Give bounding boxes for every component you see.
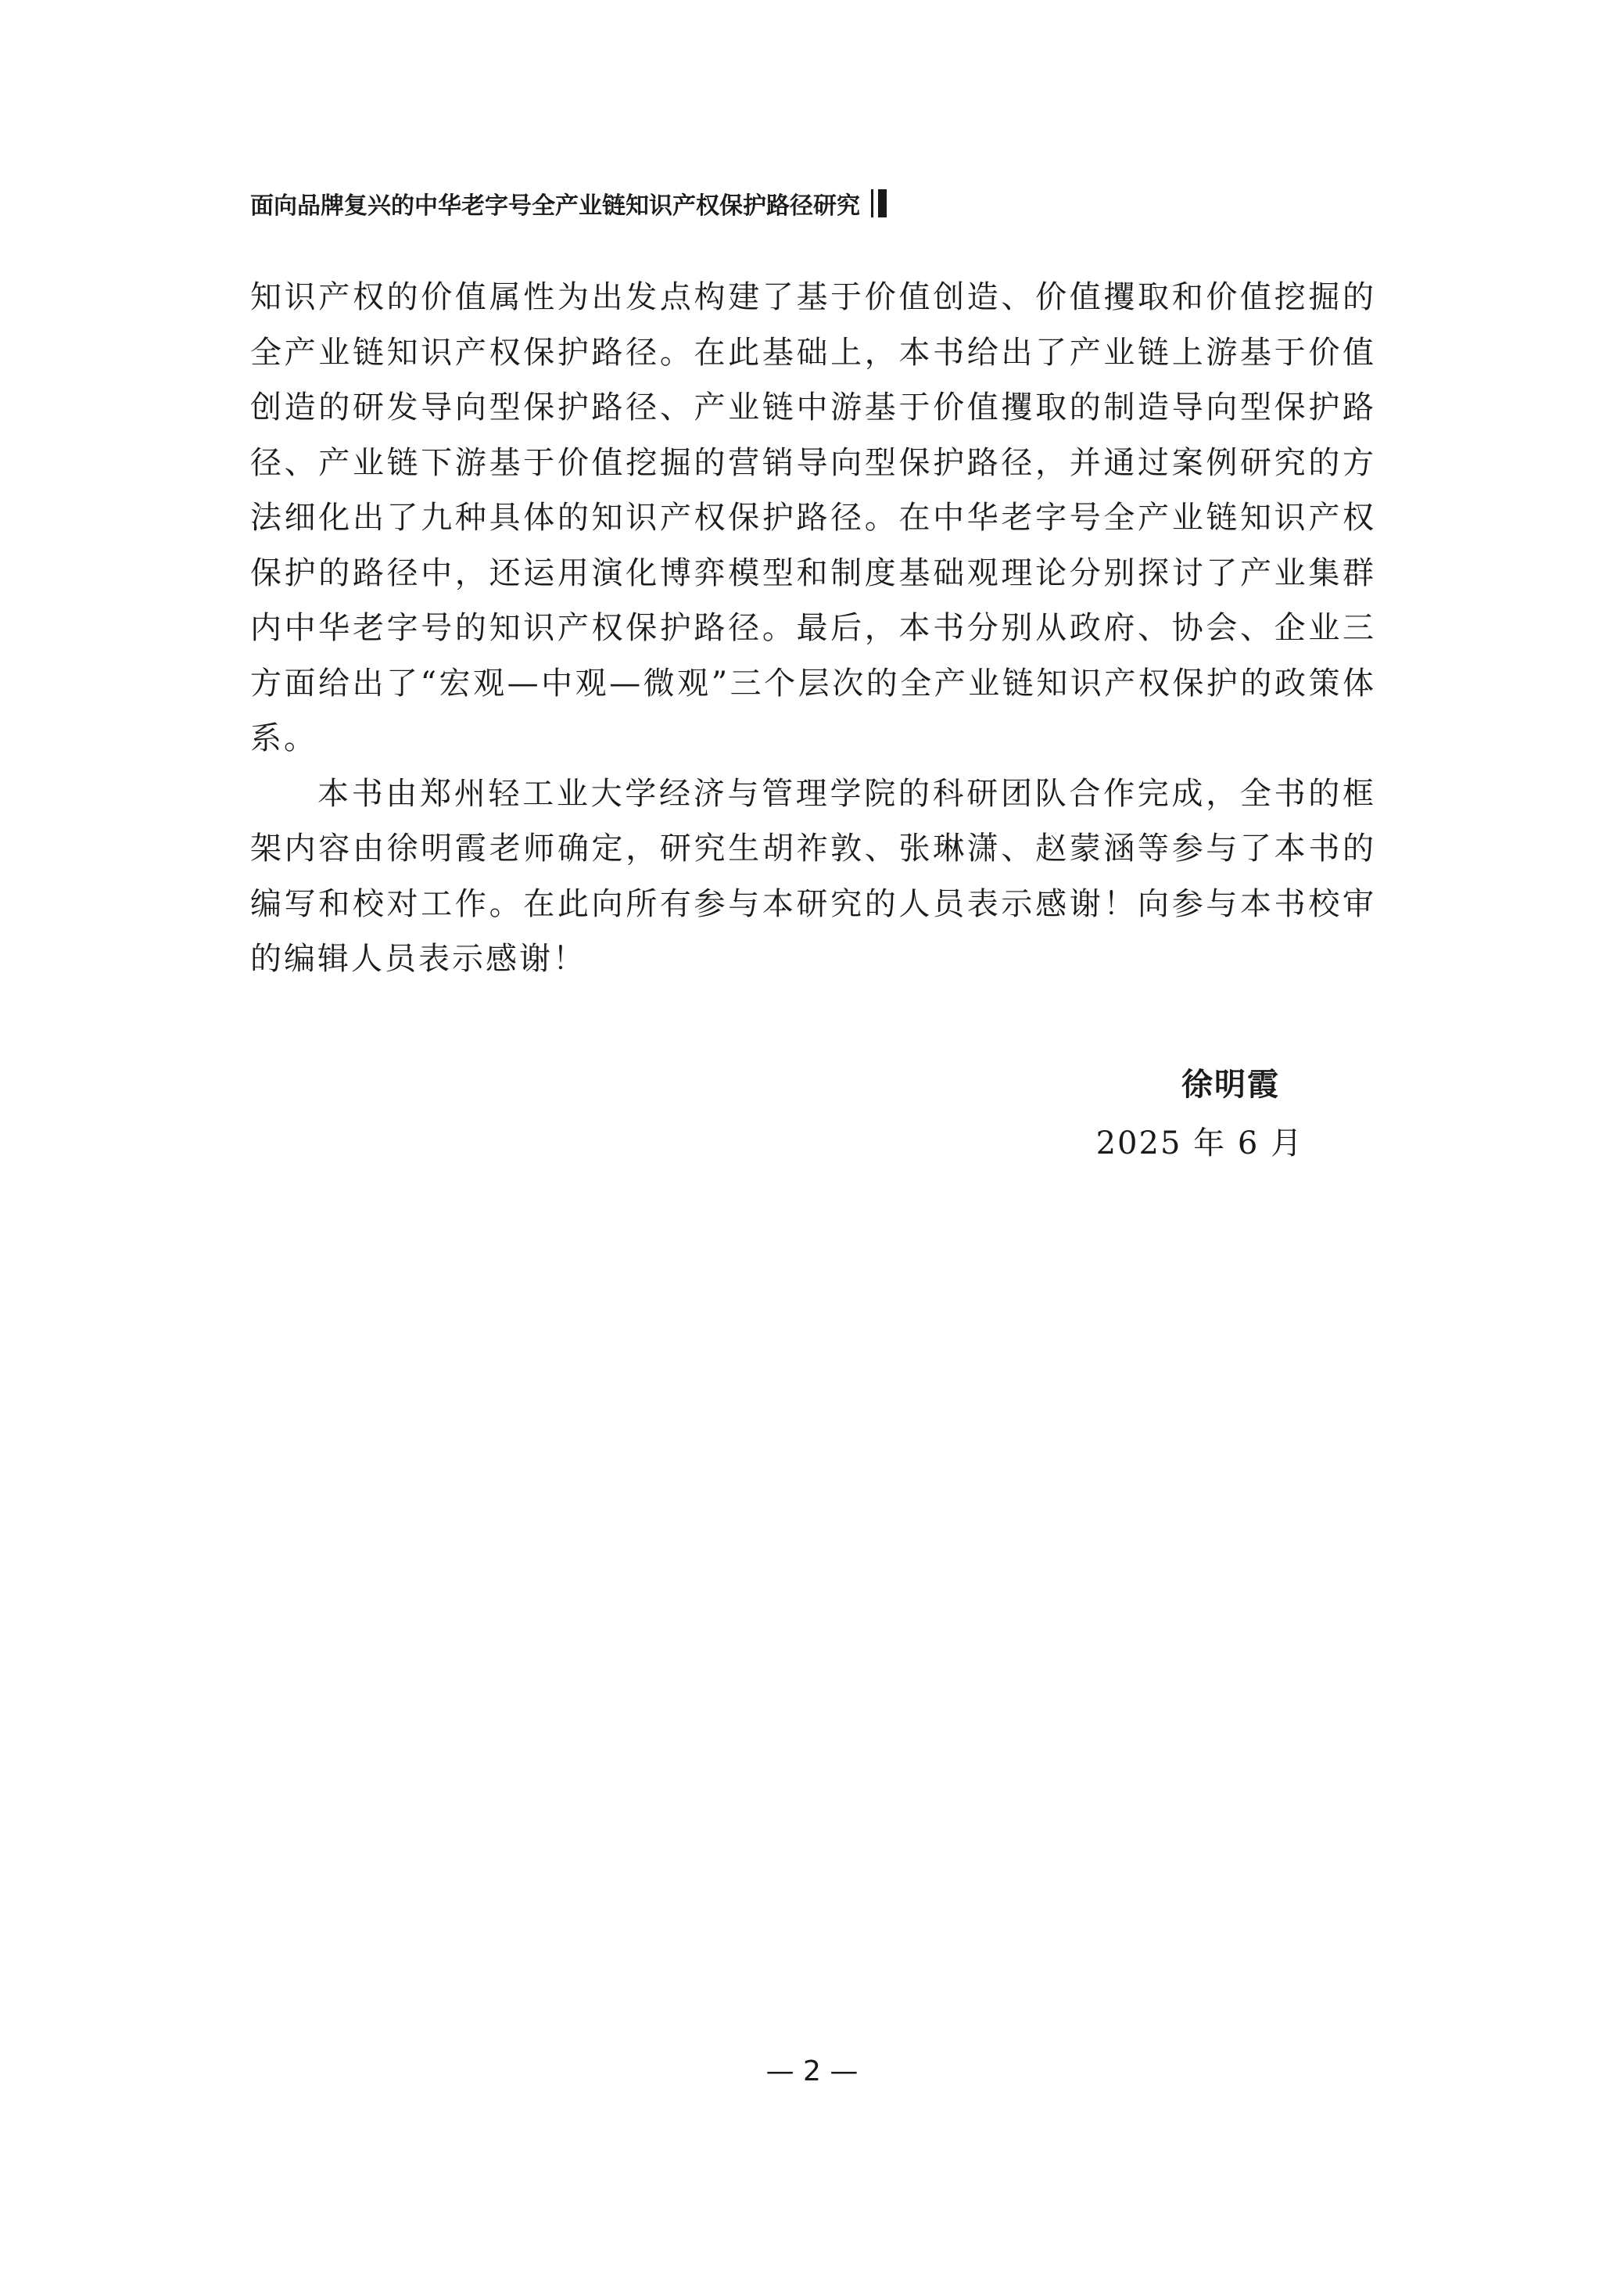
page-number: — 2 — <box>765 2055 859 2087</box>
body-text <box>250 270 1376 987</box>
book-title: 面向品牌复兴的中华老字号全产业链知识产权保护路径研究 <box>250 192 860 220</box>
header-bar-icon <box>871 189 887 217</box>
paragraph-acknowledgement: 本书由郑州轻工业大学经济与管理学院的科研团队合作完成，全书的框架内容由徐明霞老师确定，研究生胡祚敦、张琳潇、赵蒙涵等参与了本书的编写和校对工作。在此向所有参与本研究的人员表示感谢！向参与本书校审的编辑人员表示感谢！ <box>250 775 1376 977</box>
header-bar-thick <box>878 189 887 217</box>
running-header <box>250 186 887 221</box>
author-signature: 徐明霞 <box>1181 1067 1280 1103</box>
paragraph-continued: 知识产权的价值属性为出发点构建了基于价值创造、价值攫取和价值挖掘的全产业链知识产权保护路径。在此基础上，本书给出了产业链上游基于价值创造的研发导向型保护路径、产业链中游基于价值攫取的制造导向型保护路径、产业链下游基于价值挖掘的营销导向型保护路径，并通过案例研究的方法细化出了九种具体的知识产权保护路径。在中华老字号全产业链知识产权保护的路径中，还运用演化博弈模型和制度基础观理论分别探讨了产业集群内中华老字号的知识产权保护路径。最后，本书分别从政府、协会、企业三方面给出了“宏观—中观—微观”三个层次的全产业链知识产权保护的政策体系。 <box>250 279 1376 756</box>
signature-date: 2025 年 6 月 <box>1095 1125 1303 1161</box>
header-bar-thin <box>871 189 873 217</box>
